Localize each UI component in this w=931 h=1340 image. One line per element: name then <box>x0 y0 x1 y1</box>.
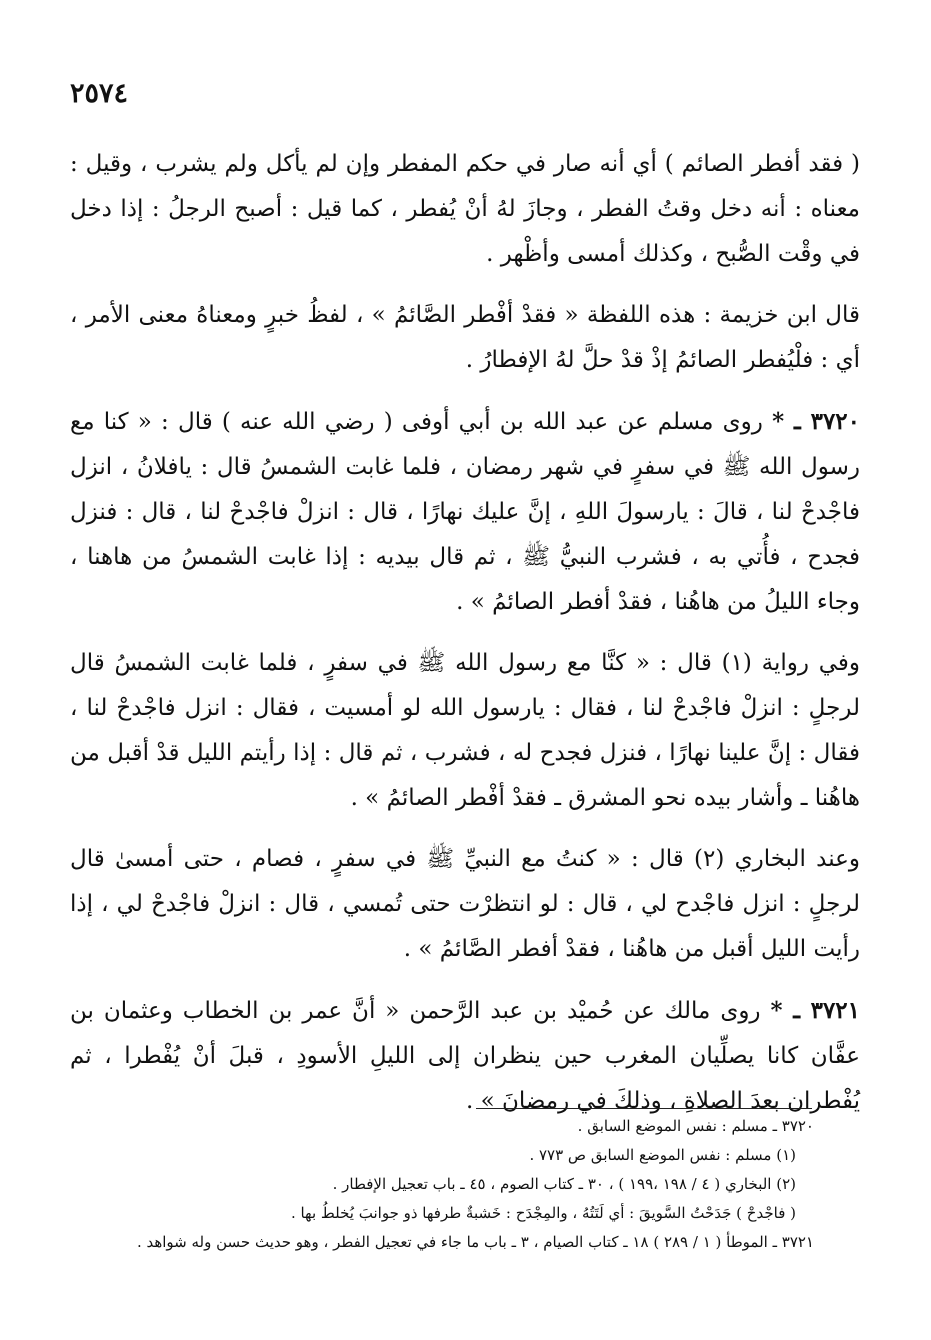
main-text <box>70 142 860 1140</box>
page-number: ٢٥٧٤ <box>70 78 129 109</box>
footnote-2: (٢) البخاري ( ٤ / ١٩٨ ،١٩٩ ) ، ٣٠ ـ كتاب الصوم ، ٤٥ ـ باب تعجيل الإفطار . <box>332 1175 796 1193</box>
footnote-separator <box>476 1108 812 1109</box>
footnote-gloss: ( فاجْدحْ ) جَدَحْتُ السَّويقَ : أي لَتَتُهُ ، والمِجْدَح : خَشبةٌ طرفها ذو جوانبَ يُخلطُ بها . <box>290 1204 796 1222</box>
hadith-3721-text: روى مالك عن حُميْد بن عبد الرَّحمن « أنَّ عمر بن الخطاب وعثمان بن عفَّان كانا يصلِّيان المغرب حين ينظران إلى الليلِ الأسودِ ، قبلَ أنْ يُفْطرا ، ثم يُفْطران بعدَ الصلاةِ ، وذلكَ في رمضانَ » . <box>70 998 860 1114</box>
footnote-1: (١) مسلم : نفس الموضع السابق ص ٧٧٣ . <box>529 1146 796 1164</box>
paragraph-riwaya: وفي رواية (١) قال : « كنَّا مع رسول الله ﷺ في سفرٍ ، فلما غابت الشمسُ قال لرجلٍ : انزلْ فاجْدحْ لنا ، فقال : يارسول الله لو أمسيت ، فقال : انزل فاجْدحْ لنا ، فقال : إنَّ علينا نهارًا ، فنزل فجدح له ، فشرب ، ثم قال : إذا رأيتم الليل قدْ أقبل من هاهُنا ـ وأشار بيده نحو المشرق ـ فقدْ أفْطر الصائمُ » . <box>70 650 860 811</box>
paragraph-1: ( فقد أفطر الصائم ) أي أنه صار في حكم المفطر وإن لم يأكل ولم يشرب ، وقيل : معناه : أنه دخل وقتُ الفطر ، وجازَ لهُ أنْ يُفطر ، كما قيل : أصبح الرجلُ : إذا دخل في وقْت الصُّبح ، وكذلك أمسى وأظْهر . <box>70 151 860 267</box>
paragraph-hadith-3720 <box>70 399 860 625</box>
footnotes <box>70 1112 814 1257</box>
footnote-3721: ٣٧٢١ ـ الموطأ ( ١ / ٢٨٩ ) ١٨ ـ كتاب الصيام ، ٣ ـ باب ما جاء في تعجيل الفطر ، وهو حديث حسن وله شواهد . <box>136 1233 814 1251</box>
hadith-number-3720: ٣٧٢٠ ـ * <box>772 408 861 435</box>
paragraph-hadith-3721 <box>70 988 860 1124</box>
paragraph-bukhari: وعند البخاري (٢) قال : « كنتُ مع النبيِّ ﷺ في سفرٍ ، فصام ، حتى أمسىٰ قال لرجلٍ : انزل فاجْدح لي ، قال : لو انتظرْت حتى تُمسي ، قال : انزلْ فاجْدحْ لي ، إذا رأيت الليل أقبل من هاهُنا ، فقدْ أفطر الصَّائمُ » . <box>70 846 860 962</box>
hadith-3720-text: روى مسلم عن عبد الله بن أبي أوفى ( رضي الله عنه ) قال : « كنا مع رسول الله ﷺ في سفرٍ في شهر رمضان ، فلما غابت الشمسُ قال : يافلانُ ، انزل فاجْدحْ لنا ، قالَ : يارسولَ اللهِ ، إنَّ عليك نهارًا ، قال : انزلْ فاجْدحْ لنا ، قال : فنزل فجدح ، فأُتي به ، فشرب النبيُّ ﷺ ، ثم قال بيديه : إذا غابت الشمسُ من هاهنا ، وجاء الليلُ من هاهُنا ، فقدْ أفطر الصائمُ » . <box>70 409 860 615</box>
footnote-3720: ٣٧٢٠ ـ مسلم : نفس الموضع السابق . <box>577 1117 814 1135</box>
paragraph-2: قال ابن خزيمة : هذه اللفظة « فقدْ أفْطر الصَّائمُ » ، لفظُ خبرٍ ومعناهُ معنى الأمر ، أي : فلْيُفطر الصائمُ إذْ قدْ حلَّ لهُ الإفطارُ . <box>70 302 860 373</box>
hadith-number-3721: ٣٧٢١ ـ * <box>770 997 861 1024</box>
